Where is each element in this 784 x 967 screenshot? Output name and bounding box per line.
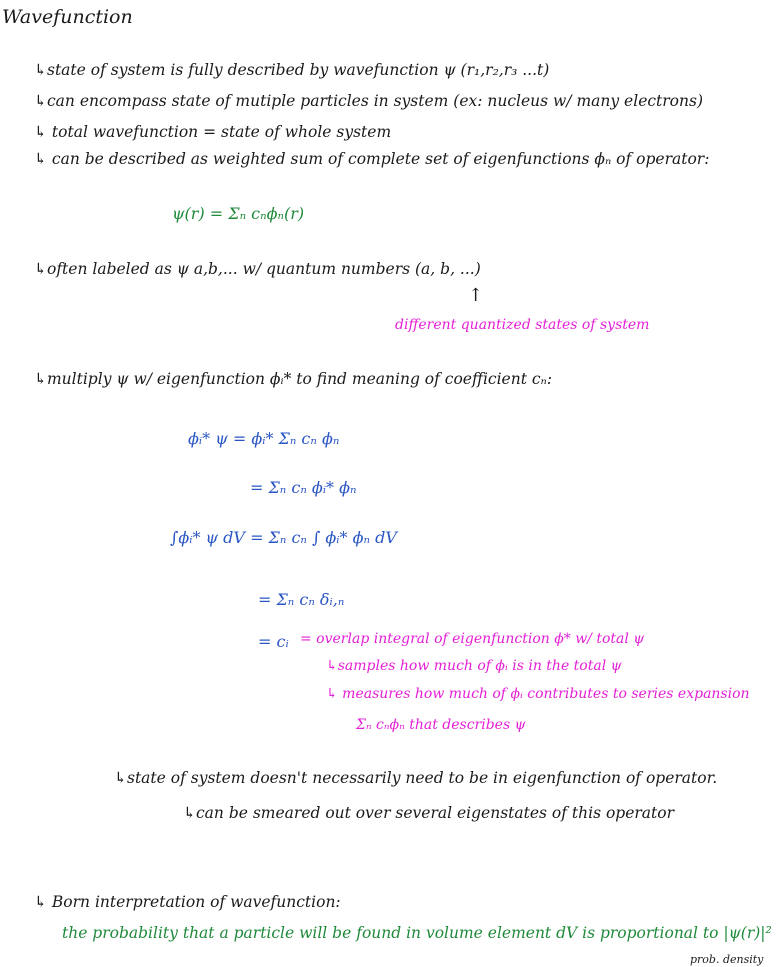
derivation-line-1: ϕᵢ* ψ = ϕᵢ* Σₙ cₙ ϕₙ [188, 429, 340, 448]
bullet-multiply: ↳multiply ψ w/ eigenfunction ϕᵢ* to find meaning of coefficient cₙ: [34, 370, 553, 388]
up-arrow-icon: ↑ [468, 285, 484, 306]
note-smeared-eigenstates: ↳can be smeared out over several eigenstates of this operator [183, 804, 675, 822]
born-heading: ↳ Born interpretation of wavefunction: [34, 893, 341, 911]
overlap-definition: = overlap integral of eigenfunction ϕ* w/ total ψ [300, 631, 645, 647]
bullet-state-description: ↳state of system is fully described by wavefunction ψ (r₁,r₂,r₃ ...t) [34, 61, 550, 79]
note-not-eigenfunction: ↳state of system doesn't necessarily need to be in eigenfunction of operator. [114, 769, 718, 787]
derivation-line-3: ∫ϕᵢ* ψ dV = Σₙ cₙ ∫ ϕᵢ* ϕₙ dV [170, 528, 397, 547]
bullet-weighted-sum: ↳ can be described as weighted sum of complete set of eigenfunctions ϕₙ of operator: [34, 150, 710, 168]
overlap-series-note: Σₙ cₙϕₙ that describes ψ [356, 717, 526, 733]
equation-expansion: ψ(r) = Σₙ cₙϕₙ(r) [172, 204, 305, 223]
bullet-quantum-numbers: ↳often labeled as ψ a,b,... w/ quantum numbers (a, b, ...) [34, 260, 481, 278]
bullet-multiple-particles: ↳can encompass state of mutiple particles in system (ex: nucleus w/ many electrons) [34, 92, 703, 110]
born-probability-statement: the probability that a particle will be found in volume element dV is proportional to |ψ(r)|² [62, 926, 772, 942]
page-title: Wavefunction [2, 6, 133, 28]
bullet-total-wavefunction: ↳ total wavefunction = state of whole system [34, 123, 392, 141]
born-prob-density-label: prob. density [690, 953, 764, 966]
derivation-line-5: = cᵢ [258, 632, 289, 651]
note-quantized-states: different quantized states of system [395, 317, 650, 333]
overlap-measures-note: ↳ measures how much of ϕᵢ contributes to series expansion [326, 686, 750, 702]
derivation-line-2: = Σₙ cₙ ϕᵢ* ϕₙ [250, 478, 357, 497]
overlap-samples-note: ↳samples how much of ϕᵢ is in the total ψ [326, 658, 622, 674]
derivation-line-4: = Σₙ cₙ δᵢ,ₙ [258, 590, 345, 609]
